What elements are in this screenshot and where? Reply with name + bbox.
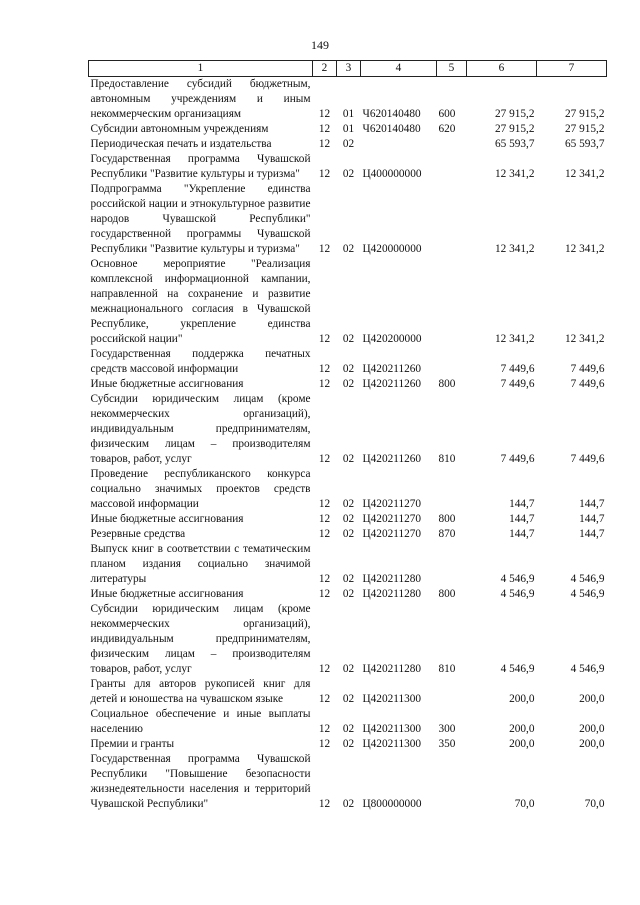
table-row: [89, 587, 607, 602]
expense-type-code: 810: [438, 663, 456, 675]
amount-col6: 27 915,2: [494, 123, 535, 135]
expense-type-code: 620: [438, 123, 456, 135]
header-cell: 5: [437, 61, 467, 77]
subsection-code: 02: [342, 513, 355, 525]
subsection-code: 02: [342, 528, 355, 540]
page-number: 149: [311, 38, 329, 52]
table-row: [89, 737, 607, 752]
expense-type-code: 300: [438, 723, 456, 735]
section-code: 12: [318, 168, 331, 180]
table-row: [89, 752, 607, 812]
section-code: 12: [318, 573, 331, 585]
target-article-code: Ц800000000: [362, 798, 422, 810]
subsection-code: 02: [342, 168, 355, 180]
row-name: Выпуск книг в соответствии с тематическим планом издания социально значимой литературы: [90, 543, 311, 585]
section-code: 12: [318, 498, 331, 510]
expense-type-code: [437, 347, 467, 377]
table-row: [89, 347, 607, 377]
amount-col6: 12 341,2: [494, 168, 535, 180]
section-code: 12: [318, 588, 331, 600]
target-article-code: Ц420211260: [362, 363, 422, 375]
amount-col6: 144,7: [509, 498, 535, 510]
table-row: [89, 182, 607, 257]
table-row: [89, 257, 607, 347]
table-row: [89, 527, 607, 542]
row-name: Периодическая печать и издательства: [90, 138, 272, 150]
budget-table: [88, 60, 607, 812]
target-article-code: Ч620140480: [362, 108, 421, 120]
section-code: 12: [318, 738, 331, 750]
amount-col6: 4 546,9: [500, 663, 535, 675]
header-cell: 7: [537, 61, 607, 77]
subsection-code: 02: [342, 723, 355, 735]
expense-type-code: [437, 182, 467, 257]
amount-col7: 12 341,2: [564, 168, 605, 180]
amount-col6: 12 341,2: [494, 333, 535, 345]
row-name: Иные бюджетные ассигнования: [90, 378, 244, 390]
expense-type-code: 350: [438, 738, 456, 750]
amount-col6: 200,0: [509, 723, 535, 735]
subsection-code: 02: [342, 243, 355, 255]
expense-type-code: [437, 467, 467, 512]
table-row: [89, 122, 607, 137]
table-row: [89, 392, 607, 467]
header-cell: 1: [89, 61, 313, 77]
amount-col7: 12 341,2: [564, 243, 605, 255]
expense-type-code: [437, 677, 467, 707]
amount-col6: 4 546,9: [500, 588, 535, 600]
row-name: Субсидии автономным учреждениям: [90, 123, 269, 135]
amount-col7: 12 341,2: [564, 333, 605, 345]
amount-col7: 4 546,9: [570, 588, 605, 600]
amount-col6: 27 915,2: [494, 108, 535, 120]
amount-col6: 7 449,6: [500, 378, 535, 390]
row-name: Государственная программа Чувашской Республики "Повышение безопасности жизнедеятельности населения и территорий Чувашской Республики": [90, 753, 311, 810]
subsection-code: 02: [342, 573, 355, 585]
amount-col7: 7 449,6: [570, 363, 605, 375]
amount-col7: 200,0: [579, 738, 605, 750]
header-cell: 3: [337, 61, 361, 77]
target-article-code: Ц420211260: [362, 378, 422, 390]
row-name: Основное мероприятие "Реализация комплексной информационной кампании, направленной на сохранение и развитие межнационального согласия в Чувашской Республике, укрепление единства российской нации": [90, 258, 311, 345]
section-code: 12: [318, 138, 331, 150]
section-code: 12: [318, 663, 331, 675]
amount-col6: 12 341,2: [494, 243, 535, 255]
table-row: [89, 512, 607, 527]
row-name: Гранты для авторов рукописей книг для детей и юношества на чувашском языке: [90, 678, 311, 705]
expense-type-code: 800: [438, 378, 456, 390]
table-row: [89, 542, 607, 587]
subsection-code: 01: [342, 108, 355, 120]
row-name: Подпрограмма "Укрепление единства российской нации и этнокультурное развитие народов Чувашской Республики" государственной программы Чувашской Республики "Развитие культуры и туризма": [90, 183, 311, 255]
section-code: 12: [318, 123, 331, 135]
subsection-code: 02: [342, 738, 355, 750]
row-name: Социальное обеспечение и иные выплаты населению: [90, 708, 311, 735]
expense-type-code: 810: [438, 453, 456, 465]
subsection-code: 02: [342, 363, 355, 375]
row-name: Государственная поддержка печатных средств массовой информации: [90, 348, 311, 375]
target-article-code: Ч620140480: [362, 123, 421, 135]
amount-col7: 70,0: [584, 798, 605, 810]
amount-col7: 7 449,6: [570, 378, 605, 390]
amount-col7: 144,7: [579, 513, 605, 525]
row-name: Государственная программа Чувашской Республики "Развитие культуры и туризма": [90, 153, 311, 180]
target-article-code: Ц420000000: [362, 243, 422, 255]
table-row: [89, 467, 607, 512]
header-cell: 6: [467, 61, 537, 77]
table-row: [89, 707, 607, 737]
header-cell: 2: [313, 61, 337, 77]
table-row: [89, 77, 607, 123]
amount-col6: 144,7: [509, 528, 535, 540]
amount-col7: 27 915,2: [564, 108, 605, 120]
table-row: [89, 137, 607, 152]
amount-col7: 7 449,6: [570, 453, 605, 465]
table-row: [89, 602, 607, 677]
section-code: 12: [318, 693, 331, 705]
amount-col7: 200,0: [579, 723, 605, 735]
header-cell: 4: [361, 61, 437, 77]
row-name: Премии и гранты: [90, 738, 175, 750]
table-row: [89, 677, 607, 707]
section-code: 12: [318, 108, 331, 120]
amount-col6: 7 449,6: [500, 453, 535, 465]
expense-type-code: [437, 542, 467, 587]
target-article-code: Ц420211270: [362, 498, 422, 510]
target-article-code: Ц420211270: [362, 513, 422, 525]
section-code: 12: [318, 453, 331, 465]
amount-col6: 70,0: [514, 798, 535, 810]
amount-col7: 4 546,9: [570, 573, 605, 585]
section-code: 12: [318, 378, 331, 390]
section-code: 12: [318, 798, 331, 810]
target-article-code: Ц420211270: [362, 528, 422, 540]
subsection-code: 02: [342, 498, 355, 510]
subsection-code: 01: [342, 123, 355, 135]
row-name: Иные бюджетные ассигнования: [90, 588, 244, 600]
subsection-code: 02: [342, 798, 355, 810]
target-article-code: Ц420200000: [362, 333, 422, 345]
header-row: [89, 61, 607, 77]
expense-type-code: [437, 257, 467, 347]
subsection-code: 02: [342, 138, 355, 150]
subsection-code: 02: [342, 453, 355, 465]
table-body: [89, 77, 607, 813]
target-article-code: Ц420211280: [362, 573, 422, 585]
amount-col7: 144,7: [579, 498, 605, 510]
subsection-code: 02: [342, 333, 355, 345]
section-code: 12: [318, 528, 331, 540]
section-code: 12: [318, 363, 331, 375]
target-article-code: Ц420211300: [362, 738, 422, 750]
expense-type-code: 800: [438, 513, 456, 525]
row-name: Проведение республиканского конкурса социально значимых проектов средств массовой информации: [90, 468, 311, 510]
expense-type-code: [437, 152, 467, 182]
amount-col7: 27 915,2: [564, 123, 605, 135]
target-article-code: Ц420211280: [362, 588, 422, 600]
table-row: [89, 377, 607, 392]
section-code: 12: [318, 333, 331, 345]
amount-col6: 200,0: [509, 738, 535, 750]
amount-col6: 200,0: [509, 693, 535, 705]
target-article-code: Ц420211300: [362, 693, 422, 705]
amount-col7: 65 593,7: [564, 138, 605, 150]
row-name: Предоставление субсидий бюджетным, автономным учреждениям и иным некоммерческим организациям: [90, 78, 311, 120]
subsection-code: 02: [342, 378, 355, 390]
target-article-code: Ц420211260: [362, 453, 422, 465]
section-code: 12: [318, 513, 331, 525]
row-name: Субсидии юридическим лицам (кроме некоммерческих организаций), индивидуальным предпринимателям, физическим лицам – производителям товаров, работ, услуг: [90, 603, 311, 675]
expense-type-code: 800: [438, 588, 456, 600]
amount-col7: 4 546,9: [570, 663, 605, 675]
expense-type-code: [437, 137, 467, 152]
amount-col7: 200,0: [579, 693, 605, 705]
expense-type-code: [437, 752, 467, 812]
subsection-code: 02: [342, 663, 355, 675]
target-article-code: Ц420211280: [362, 663, 422, 675]
amount-col6: 7 449,6: [500, 363, 535, 375]
table-row: [89, 152, 607, 182]
amount-col6: 144,7: [509, 513, 535, 525]
subsection-code: 02: [342, 693, 355, 705]
section-code: 12: [318, 243, 331, 255]
subsection-code: 02: [342, 588, 355, 600]
target-article-code: [361, 137, 437, 152]
amount-col7: 144,7: [579, 528, 605, 540]
expense-type-code: 600: [438, 108, 456, 120]
amount-col6: 65 593,7: [494, 138, 535, 150]
expense-type-code: 870: [438, 528, 456, 540]
row-name: Субсидии юридическим лицам (кроме некоммерческих организаций), индивидуальным предпринимателям, физическим лицам – производителям товаров, работ, услуг: [90, 393, 311, 465]
row-name: Резервные средства: [90, 528, 186, 540]
target-article-code: Ц400000000: [362, 168, 422, 180]
section-code: 12: [318, 723, 331, 735]
target-article-code: Ц420211300: [362, 723, 422, 735]
row-name: Иные бюджетные ассигнования: [90, 513, 244, 525]
amount-col6: 4 546,9: [500, 573, 535, 585]
